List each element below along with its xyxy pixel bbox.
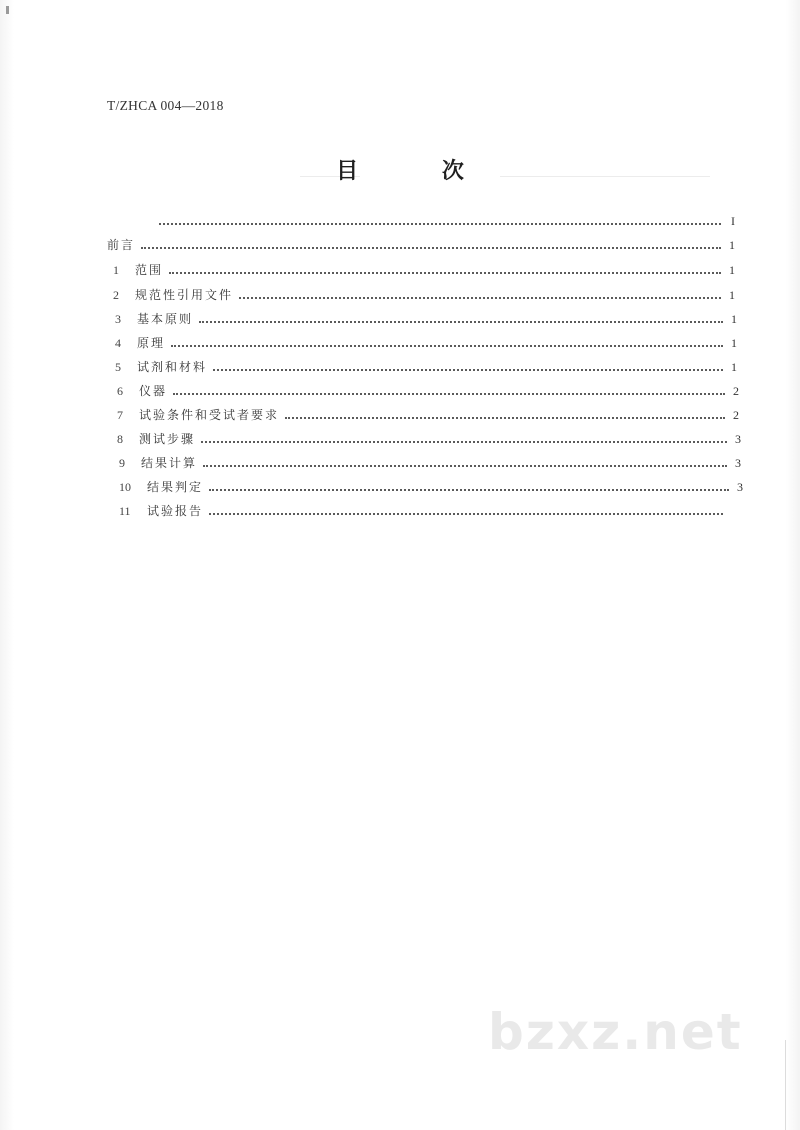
toc-entry[interactable] (119, 454, 741, 470)
toc-entry[interactable] (115, 310, 737, 326)
toc-entry-label: 规范性引用文件 (135, 288, 234, 302)
toc-entry-label: 仪器 (139, 384, 168, 398)
toc-entry-label: 原理 (137, 336, 166, 350)
toc-title: 目 次 (336, 159, 502, 184)
scan-edge-line (785, 1040, 786, 1130)
leader-dots (141, 246, 721, 249)
toc-entry[interactable] (117, 406, 739, 422)
toc-entry[interactable] (119, 502, 731, 518)
toc-entry-number: 7 (117, 408, 123, 422)
toc-page-number: 2 (733, 384, 739, 398)
toc-page-number: I (731, 214, 735, 228)
toc-page-number: 3 (737, 480, 743, 494)
toc-entry-label: 试剂和材料 (137, 360, 208, 374)
toc-entry[interactable] (119, 478, 743, 494)
leader-dots (199, 320, 723, 323)
leader-dots (173, 392, 725, 395)
toc-entry[interactable] (117, 430, 741, 446)
toc-entry-number: 9 (119, 456, 125, 470)
toc-entry-label: 试验报告 (147, 504, 204, 518)
toc-entry-label: 结果判定 (147, 480, 204, 494)
toc-entry[interactable] (115, 334, 737, 350)
toc-entry-number: 3 (115, 312, 121, 326)
toc-entry-preface[interactable] (107, 236, 735, 252)
toc-page-number: 1 (731, 336, 737, 350)
toc-page-number: 1 (729, 288, 735, 302)
leader-dots (203, 464, 727, 467)
toc-entry-number: 1 (113, 263, 119, 277)
scan-corner-mark (6, 6, 9, 14)
leader-dots (159, 222, 721, 225)
toc-entry-label: 基本原则 (137, 312, 194, 326)
leader-dots (171, 344, 723, 347)
toc-entry[interactable] (113, 261, 735, 277)
toc-entry-label: 结果计算 (141, 456, 198, 470)
leader-dots (285, 416, 725, 419)
toc-page-number: 1 (729, 238, 735, 252)
toc-entry-label: 范围 (135, 263, 164, 277)
toc-page-number: 3 (735, 432, 741, 446)
standard-code: T/ZHCA 004—2018 (107, 98, 224, 113)
toc-entry-label: 试验条件和受试者要求 (139, 408, 280, 422)
toc-entry-label: 测试步骤 (139, 432, 196, 446)
toc-page-number: 2 (733, 408, 739, 422)
leader-dots (169, 271, 721, 274)
watermark: bzxz.net (488, 1003, 743, 1061)
toc-entry-number: 6 (117, 384, 123, 398)
toc-entry[interactable] (117, 382, 739, 398)
toc-page-number: 1 (729, 263, 735, 277)
leader-dots (209, 512, 723, 515)
leader-dots (239, 296, 721, 299)
leader-dots (213, 368, 723, 371)
toc-entry-number: 2 (113, 288, 119, 302)
toc-entry-number: 10 (119, 480, 131, 494)
toc-entry[interactable] (159, 214, 735, 230)
toc-entry-number: 5 (115, 360, 121, 374)
toc-page-number: 1 (731, 360, 737, 374)
toc-page-number: 3 (735, 456, 741, 470)
leader-dots (201, 440, 727, 443)
toc-entry-number: 8 (117, 432, 123, 446)
toc-entry[interactable] (115, 358, 737, 374)
toc-entry-number: 11 (119, 504, 131, 518)
toc-page-number: 1 (731, 312, 737, 326)
toc-entry-number: 4 (115, 336, 121, 350)
toc-entry-label: 前言 (107, 238, 136, 252)
toc-entry[interactable] (113, 286, 735, 302)
leader-dots (209, 488, 729, 491)
